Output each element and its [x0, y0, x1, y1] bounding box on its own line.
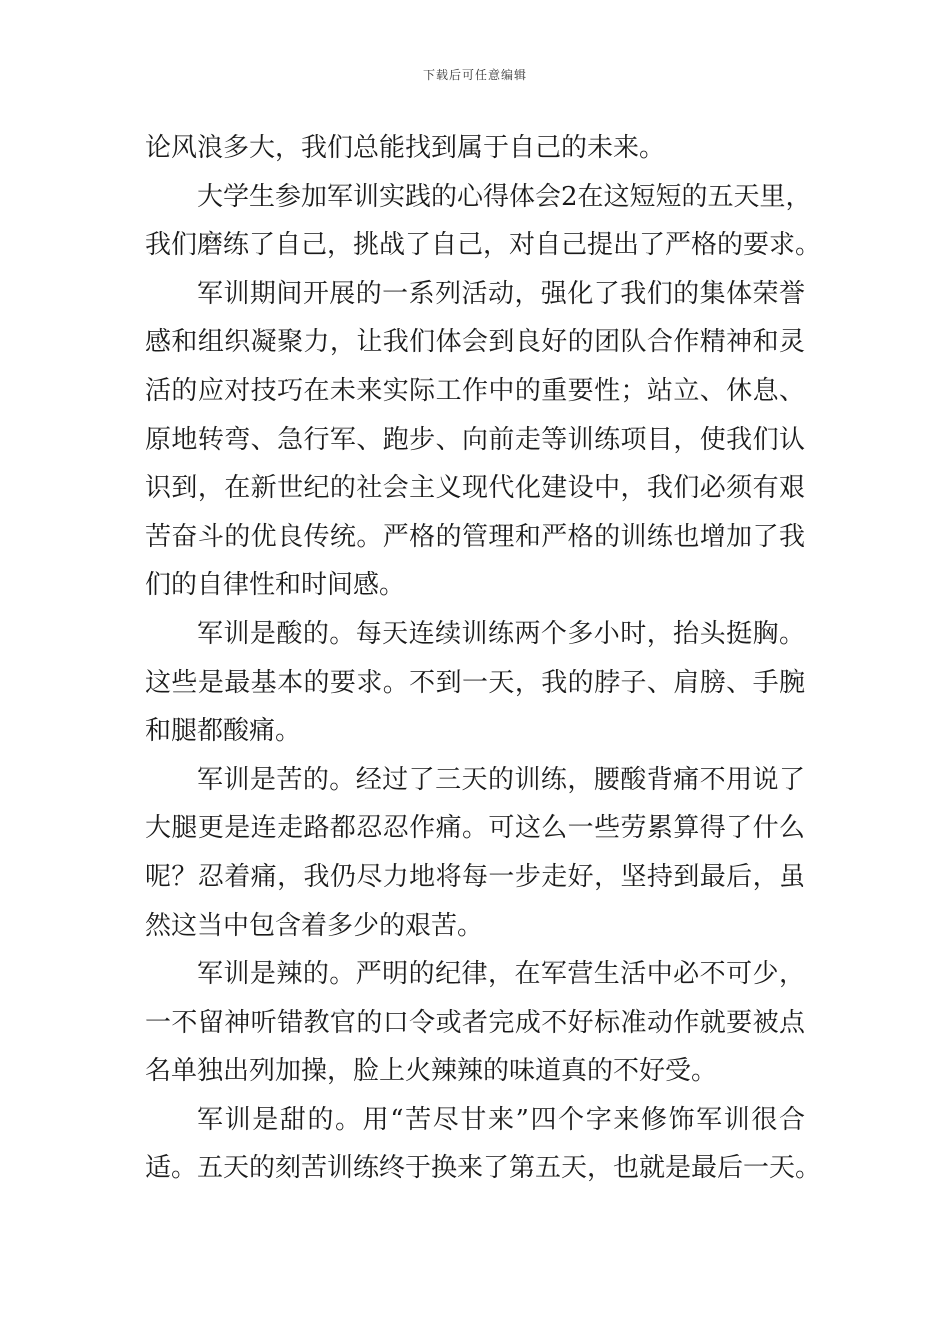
text-line: 一不留神听错教官的口令或者完成不好标准动作就要被点: [145, 1007, 805, 1038]
text-line: 大腿更是连走路都忍忍作痛。可这么一些劳累算得了什么: [145, 813, 805, 844]
text-line: 感和组织凝聚力，让我们体会到良好的团队合作精神和灵: [145, 327, 805, 358]
text-line: 军训是苦的。经过了三天的训练，腰酸背痛不用说了: [197, 764, 805, 795]
text-line: 和腿都酸痛。: [145, 716, 302, 747]
text-line: 军训是辣的。严明的纪律，在军营生活中必不可少，: [197, 959, 805, 990]
document-body: [145, 124, 822, 1193]
text-line: 们的自律性和时间感。: [145, 570, 406, 601]
text-line: 适。五天的刻苦训练终于换来了第五天，也就是最后一天。: [145, 1153, 822, 1184]
text-line: 大学生参加军训实践的心得体会2在这短短的五天里，: [197, 181, 812, 212]
text-line: 这些是最基本的要求。不到一天，我的脖子、肩膀、手腕: [145, 667, 805, 698]
text-line: 名单独出列加操，脸上火辣辣的味道真的不好受。: [145, 1056, 718, 1087]
text-line: 军训是甜的。用“苦尽甘来”四个字来修饰军训很合: [197, 1104, 805, 1135]
text-line: 论风浪多大，我们总能找到属于自己的未来。: [145, 133, 666, 163]
text-line: 苦奋斗的优良传统。严格的管理和严格的训练也增加了我: [145, 521, 805, 552]
text-line: 活的应对技巧在未来实际工作中的重要性；站立、休息、: [145, 375, 805, 406]
text-line: 呢？忍着痛，我仍尽力地将每一步走好，坚持到最后，虽: [145, 861, 805, 892]
text-line: 识到，在新世纪的社会主义现代化建设中，我们必须有艰: [145, 473, 805, 504]
text-line: 原地转弯、急行军、跑步、向前走等训练项目，使我们认: [145, 424, 805, 455]
text-line: 军训是酸的。每天连续训练两个多小时，抬头挺胸。: [197, 618, 805, 649]
text-line: 然这当中包含着多少的艰苦。: [145, 910, 484, 941]
text-line: 我们磨练了自己，挑战了自己，对自己提出了严格的要求。: [145, 230, 822, 261]
header-note: 下载后可任意编辑: [422, 68, 527, 82]
text-line: 军训期间开展的一系列活动，强化了我们的集体荣誉: [197, 278, 805, 309]
